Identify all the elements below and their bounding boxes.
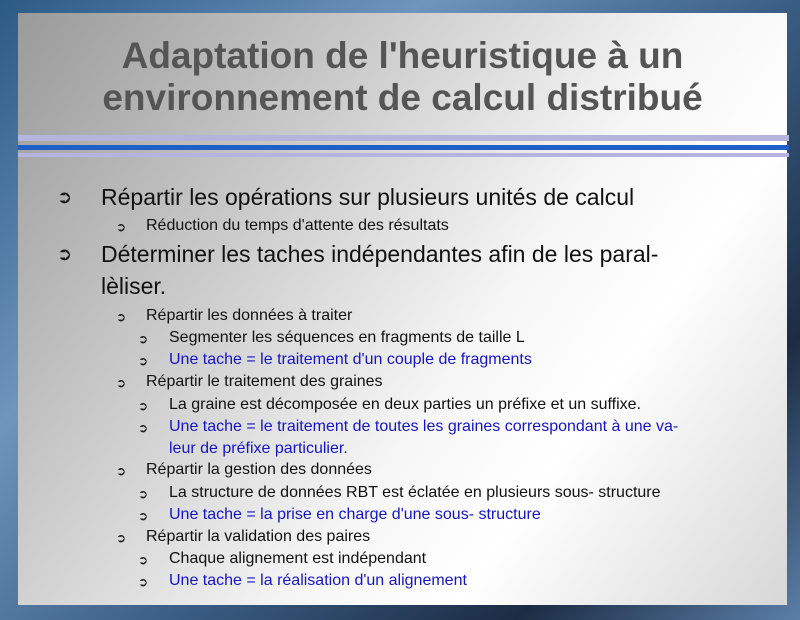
arrow-bullet-icon: ➲ [57,244,73,265]
arrow-bullet-icon: ➲ [138,332,149,346]
arrow-bullet-icon: ➲ [138,553,149,567]
bullet-item-level3 [138,548,427,570]
bullet-text: Répartir les données à traiter [146,307,353,324]
arrow-bullet-icon: ➲ [138,575,149,589]
arrow-bullet-icon: ➲ [138,399,149,413]
arrow-bullet-icon: ➲ [116,376,127,390]
slide-title-line-1: Adaptation de l'heuristique à un [121,35,684,76]
bullet-text: La structure de données RBT est éclatée en plusieurs sous- structure [169,484,661,501]
arrow-bullet-icon: ➲ [116,464,127,478]
arrow-bullet-icon: ➲ [116,220,127,234]
bullet-item-level2 [116,305,353,327]
bullet-item-level3 [138,482,661,504]
bullet-text-continuation: leur de préfixe particulier. [169,440,348,457]
bullet-item-level2 [116,371,383,393]
bullet-text: Déterminer les taches indépendantes afin de les paral- [101,241,659,267]
bullet-list [18,13,787,605]
bullet-text: Une tache = la prise en charge d'une sous- structure [169,506,541,523]
bullet-item-level2 [116,215,449,237]
bullet-item-level3-highlight [138,504,541,526]
arrow-bullet-icon: ➲ [116,310,127,324]
bullet-text: Segmenter les séquences en fragments de taille L [169,329,525,346]
bullet-item-level3 [138,394,642,416]
bullet-text: Une tache = le traitement d'un couple de fragments [169,351,532,368]
bullet-item-level2 [116,459,372,481]
bullet-item-level3 [138,327,525,349]
bullet-text: Répartir la gestion des données [146,461,372,478]
bullet-text: Une tache = la réalisation d'un alignement [169,572,467,589]
arrow-bullet-icon: ➲ [138,487,149,501]
slide-title-line-2: environnement de calcul distribué [102,77,703,118]
bullet-item-level1 [57,181,635,213]
bullet-item-level3-highlight [138,416,679,460]
bullet-item-level3-highlight [138,349,532,371]
arrow-bullet-icon: ➲ [138,509,149,523]
bullet-text-continuation: lèliser. [101,273,167,299]
bullet-item-level2 [116,526,371,548]
bullet-text: Répartir le traitement des graines [146,373,383,390]
bullet-text: Chaque alignement est indépendant [169,550,427,567]
slide [18,13,787,605]
bullet-text: La graine est décomposée en deux parties un préfixe et un suffixe. [169,396,642,413]
bullet-text: Une tache = le traitement de toutes les graines correspondant à une va- [169,418,679,435]
bullet-text: Répartir les opérations sur plusieurs unités de calcul [101,184,635,210]
arrow-bullet-icon: ➲ [138,354,149,368]
arrow-bullet-icon: ➲ [57,187,73,208]
bullet-text: Répartir la validation des paires [146,528,371,545]
arrow-bullet-icon: ➲ [116,531,127,545]
bullet-item-level3-highlight [138,570,467,592]
arrow-bullet-icon: ➲ [138,421,149,435]
bullet-text: Réduction du temps d'attente des résultats [146,217,449,234]
bullet-item-level1 [57,238,659,302]
